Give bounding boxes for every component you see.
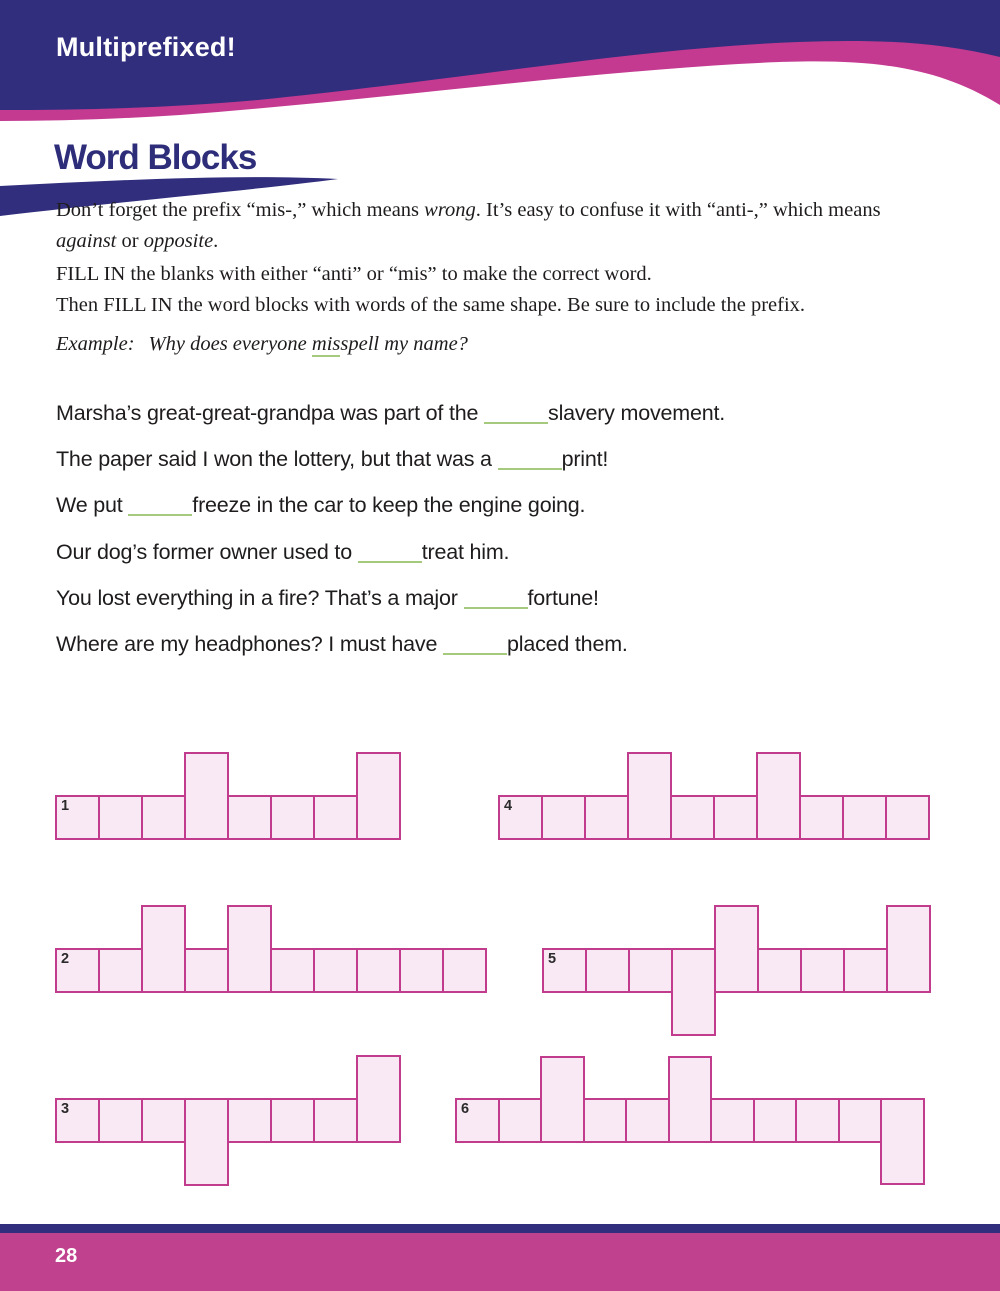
- sentence-text: We put: [56, 493, 129, 518]
- word-block-6-cell-5[interactable]: [625, 1098, 670, 1143]
- word-block-3-cell-5[interactable]: [227, 1098, 272, 1143]
- intro-text: . It’s easy to confuse it with “anti-,” which means: [475, 199, 881, 221]
- word-block-6-cell-11[interactable]: [880, 1098, 925, 1185]
- example-text: Why does everyone: [148, 333, 312, 355]
- word-block-2-cell-10[interactable]: [442, 948, 487, 993]
- word-block-4-cell-9[interactable]: [842, 795, 887, 840]
- word-block-4-cell-6[interactable]: [713, 795, 758, 840]
- sentence-text: You lost everything in a fire? That’s a major: [56, 585, 464, 610]
- word-block-4-cell-4[interactable]: [627, 752, 672, 840]
- section-title: Word Blocks: [54, 138, 257, 177]
- word-block-1-number: 1: [61, 798, 70, 814]
- word-block-2-cell-5[interactable]: [227, 905, 272, 993]
- word-block-2-number: 2: [61, 951, 70, 967]
- word-block-2-cell-6[interactable]: [270, 948, 315, 993]
- word-block-5-cell-2[interactable]: [585, 948, 630, 993]
- word-block-4-cell-7[interactable]: [756, 752, 801, 840]
- word-block-6-cell-8[interactable]: [753, 1098, 798, 1143]
- sentence-text: The paper said I won the lottery, but that was a: [56, 447, 498, 472]
- word-block-6-number: 6: [461, 1101, 470, 1117]
- word-block-5-cell-6[interactable]: [757, 948, 802, 993]
- word-block-5-number: 5: [548, 951, 557, 967]
- word-block-5-cell-5[interactable]: [714, 905, 759, 993]
- sentence-text: placed them.: [506, 631, 628, 656]
- word-block-6-cell-3[interactable]: [540, 1056, 585, 1143]
- word-block-3-cell-6[interactable]: [270, 1098, 315, 1143]
- instructions-line-1: FILL IN the blanks with either “anti” or “mis” to make the correct word.: [56, 263, 652, 285]
- word-block-4-cell-5[interactable]: [670, 795, 715, 840]
- word-block-4-cell-2[interactable]: [541, 795, 586, 840]
- word-block-3-cell-8[interactable]: [356, 1055, 401, 1143]
- word-block-1-cell-2[interactable]: [98, 795, 143, 840]
- word-block-4-cell-10[interactable]: [885, 795, 930, 840]
- intro-italic-opposite: opposite: [143, 230, 214, 252]
- word-block-6-cell-6[interactable]: [668, 1056, 713, 1143]
- sentence-text: treat him.: [421, 539, 510, 564]
- word-block-4-cell-8[interactable]: [799, 795, 844, 840]
- instructions-line-2: Then FILL IN the word blocks with words of the same shape. Be sure to include the prefix.: [56, 294, 806, 316]
- word-block-5-cell-9[interactable]: [886, 905, 931, 993]
- word-block-5-cell-8[interactable]: [843, 948, 888, 993]
- example-text: spell my name?: [340, 333, 468, 355]
- word-block-4-cell-3[interactable]: [584, 795, 629, 840]
- intro-text: .: [213, 230, 219, 252]
- word-block-2-cell-4[interactable]: [184, 948, 229, 993]
- word-block-6-cell-2[interactable]: [498, 1098, 543, 1143]
- sentence-text: print!: [561, 447, 609, 472]
- footer-magenta-band: [0, 1233, 1000, 1291]
- word-block-5-cell-7[interactable]: [800, 948, 845, 993]
- banner-title: Multiprefixed!: [56, 32, 236, 62]
- intro-italic-wrong: wrong: [424, 199, 476, 221]
- word-block-5-cell-3[interactable]: [628, 948, 673, 993]
- sentence-text: Our dog’s former owner used to: [56, 539, 358, 564]
- word-block-1-cell-4[interactable]: [184, 752, 229, 840]
- word-block-6-cell-9[interactable]: [795, 1098, 840, 1143]
- footer-navy-stripe: [0, 1224, 1000, 1233]
- word-block-3-cell-7[interactable]: [313, 1098, 358, 1143]
- word-block-6-cell-4[interactable]: [583, 1098, 628, 1143]
- word-block-1-cell-5[interactable]: [227, 795, 272, 840]
- word-block-2-cell-2[interactable]: [98, 948, 143, 993]
- word-block-4-number: 4: [504, 798, 513, 814]
- word-block-2-cell-9[interactable]: [399, 948, 444, 993]
- word-block-3-cell-2[interactable]: [98, 1098, 143, 1143]
- sentence-text: Marsha’s great-great-grandpa was part of the: [56, 401, 485, 425]
- sentence-text: freeze in the car to keep the engine going.: [192, 493, 586, 518]
- sentence-text: Where are my headphones? I must have: [56, 631, 443, 656]
- word-block-1-cell-6[interactable]: [270, 795, 315, 840]
- word-block-2-cell-8[interactable]: [356, 948, 401, 993]
- word-block-1-cell-3[interactable]: [141, 795, 186, 840]
- word-block-2-cell-3[interactable]: [141, 905, 186, 993]
- sentence-text: slavery movement.: [548, 401, 726, 425]
- page-number: 28: [55, 1245, 78, 1267]
- word-block-1-cell-7[interactable]: [313, 795, 358, 840]
- word-block-2-cell-7[interactable]: [313, 948, 358, 993]
- word-block-6-cell-7[interactable]: [710, 1098, 755, 1143]
- example-label: Example:: [56, 333, 135, 355]
- intro-text: Don’t forget the prefix “mis-,” which means: [56, 199, 425, 221]
- word-block-5-cell-4[interactable]: [671, 948, 716, 1036]
- word-block-6-cell-10[interactable]: [838, 1098, 883, 1143]
- word-block-1-cell-8[interactable]: [356, 752, 401, 840]
- intro-italic-against: against: [56, 230, 117, 252]
- word-block-3-cell-4[interactable]: [184, 1098, 229, 1186]
- example-underlined-prefix: mis: [311, 333, 341, 355]
- sentence-text: fortune!: [527, 585, 599, 610]
- intro-text: or: [116, 230, 144, 252]
- word-block-3-cell-3[interactable]: [141, 1098, 186, 1143]
- word-block-3-number: 3: [61, 1101, 70, 1117]
